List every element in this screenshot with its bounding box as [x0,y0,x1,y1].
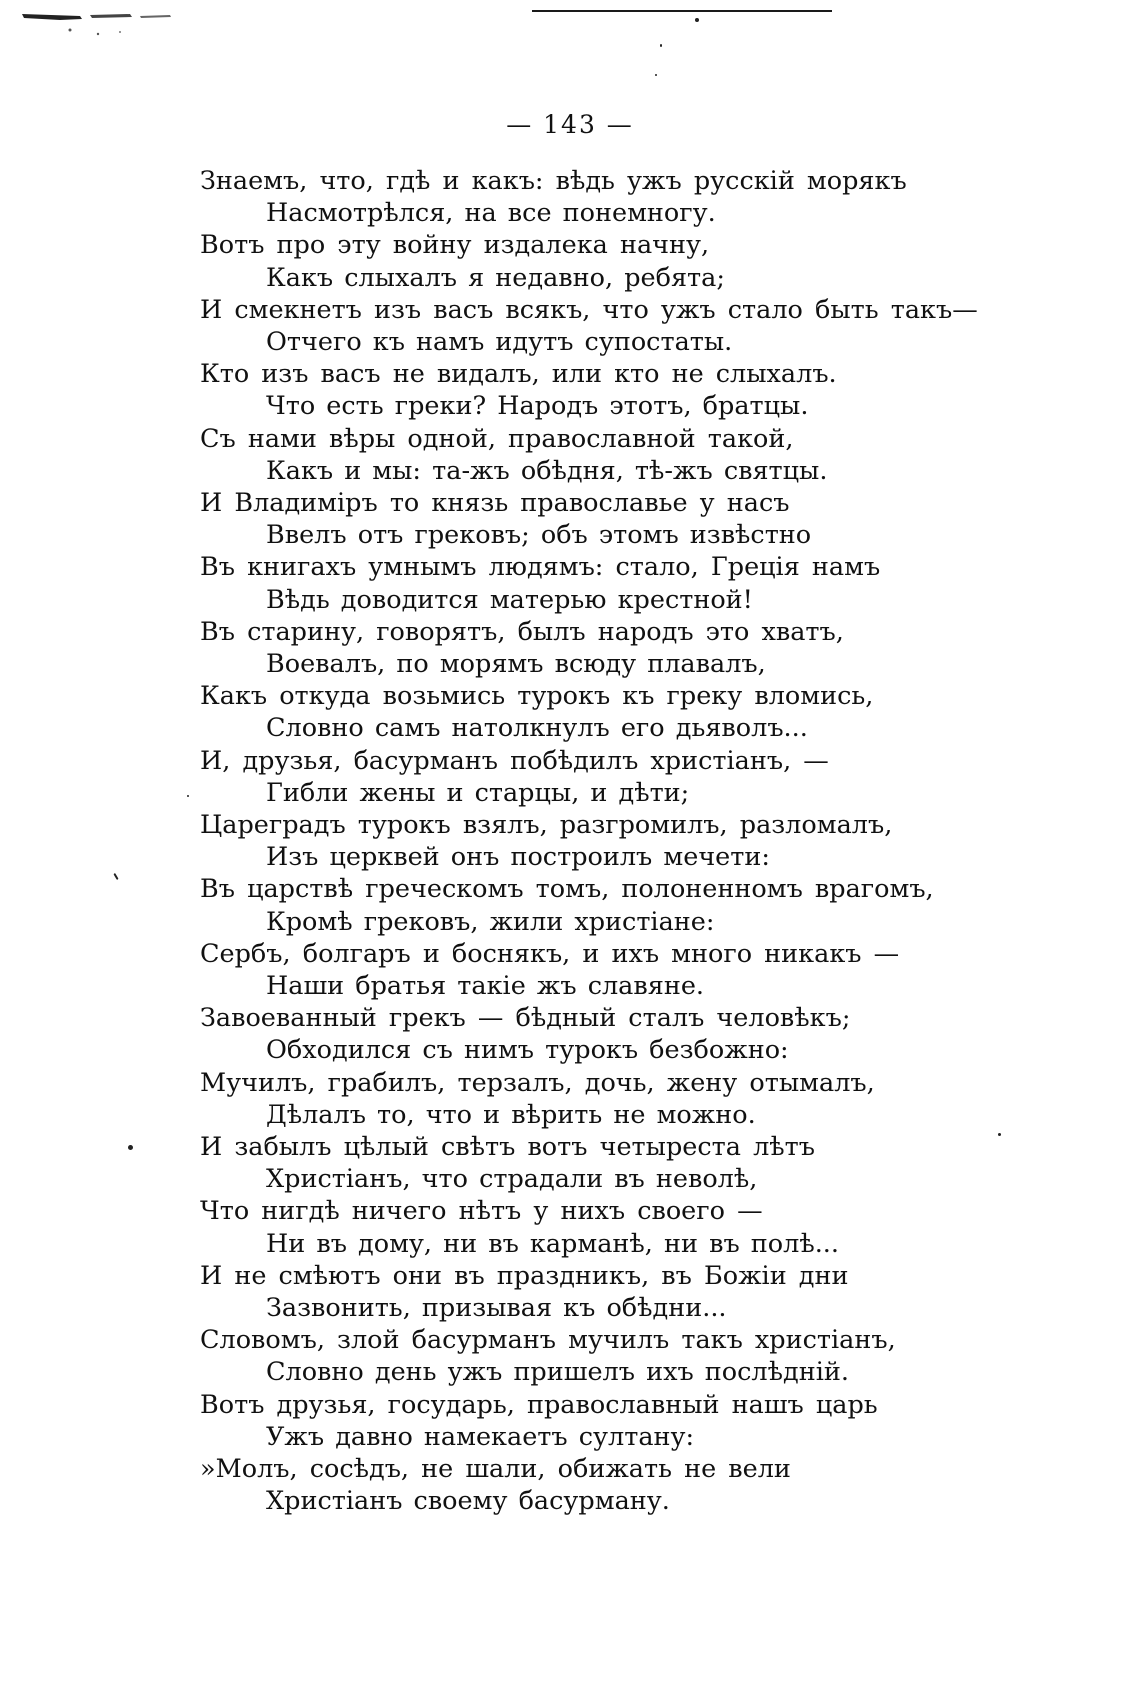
poem-line: И не смѣютъ они въ праздникъ, въ Божіи дни [200,1261,849,1291]
poem-line: Кто изъ васъ не видалъ, или кто не слыхалъ. [200,359,837,389]
poem-line: Христіанъ своему басурману. [266,1486,670,1516]
poem-line: Изъ церквей онъ построилъ мечети: [266,842,770,872]
poem-line: Вѣдь доводится матерью крестной! [266,585,753,615]
poem-line: Словно самъ натолкнулъ его дьяволъ... [266,713,808,743]
speck [128,1145,133,1150]
poem-line: Словно день ужъ пришелъ ихъ послѣдній. [266,1357,849,1387]
speck [695,18,699,22]
poem-line: Христіанъ, что страдали въ неволѣ, [266,1164,758,1194]
poem-line: Какъ и мы: та-жъ обѣдня, тѣ-жъ святцы. [266,456,828,486]
poem-line: Завоеванный грекъ — бѣдный сталъ человѣкъ; [200,1003,851,1033]
poem-line: Воевалъ, по морямъ всюду плавалъ, [266,649,766,679]
poem-line: Ужъ давно намекаетъ султану: [266,1422,695,1452]
poem-line: Отчего къ намъ идутъ супостаты. [266,327,733,357]
poem-line: И смекнетъ изъ васъ всякъ, что ужъ стало быть такъ— [200,295,978,325]
speck [998,1133,1001,1136]
poem-line: Въ старину, говорятъ, былъ народъ это хватъ, [200,617,844,647]
poem-line: Дѣлалъ то, что и вѣрить не можно. [266,1100,756,1130]
speck [660,44,662,47]
poem-line: Зазвонить, призывая къ обѣдни... [266,1293,727,1323]
speck [187,795,189,797]
poem-line: Словомъ, злой басурманъ мучилъ такъ христіанъ, [200,1325,896,1355]
poem-line: Гибли жены и старцы, и дѣти; [266,778,690,808]
poem-line: Цареградъ турокъ взялъ, разгромилъ, разломалъ, [200,810,893,840]
poem-line: Какъ слыхалъ я недавно, ребята; [266,263,725,293]
poem-line: Вотъ друзья, государь, православный нашъ царь [200,1390,878,1420]
poem-line: Кромѣ грековъ, жили христіане: [266,907,715,937]
poem-line: Наши братья такіе жъ славяне. [266,971,705,1001]
poem-line: Знаемъ, что, гдѣ и какъ: вѣдь ужъ русскій морякъ [200,166,907,196]
page-number: — 143 — [506,110,634,139]
poem-line: Ввелъ отъ грековъ; объ этомъ извѣстно [266,520,812,550]
speck [113,873,118,880]
poem-line: Сербъ, болгаръ и боснякъ, и ихъ много никакъ — [200,939,900,969]
scan-smudge [20,10,210,40]
poem-line: Что есть греки? Народъ этотъ, братцы. [266,391,809,421]
poem-line: Мучилъ, грабилъ, терзалъ, дочь, жену отымалъ, [200,1068,875,1098]
poem-line: Ни въ дому, ни въ карманѣ, ни въ полѣ... [266,1229,840,1259]
poem-line: Въ царствѣ греческомъ томъ, полоненномъ врагомъ, [200,874,934,904]
poem-line: И, друзья, басурманъ побѣдилъ христіанъ, — [200,746,829,776]
poem-line: И забылъ цѣлый свѣтъ вотъ четыреста лѣтъ [200,1132,815,1162]
poem-line: Насмотрѣлся, на все понемногу. [266,198,716,228]
poem-line: Вотъ про эту войну издалека начну, [200,230,710,260]
speck [655,74,657,76]
top-rule [532,10,832,12]
poem-line: Что нигдѣ ничего нѣтъ у нихъ своего — [200,1196,763,1226]
poem-line: Какъ откуда возьмись турокъ къ греку вломись, [200,681,874,711]
poem-line: »Молъ, сосѣдъ, не шали, обижать не вели [200,1454,791,1484]
poem-line: Въ книгахъ умнымъ людямъ: стало, Греція намъ [200,552,881,582]
poem-line: Обходился съ нимъ турокъ безбожно: [266,1035,789,1065]
poem-line: Съ нами вѣры одной, православной такой, [200,424,794,454]
poem-line: И Владиміръ то князь православье у насъ [200,488,790,518]
